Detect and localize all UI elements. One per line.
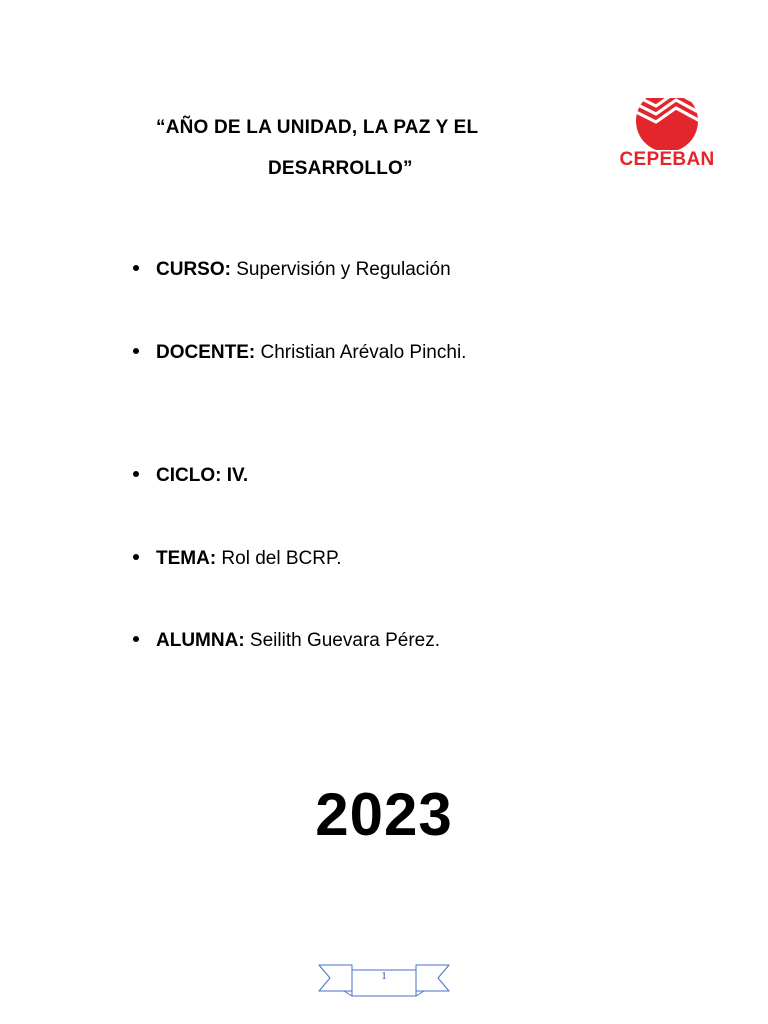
- item-label: DOCENTE:: [156, 342, 256, 363]
- logo-text: CEPEBAN: [619, 149, 715, 170]
- page-number: 1: [381, 970, 387, 982]
- item-value: Supervisión y Regulación: [230, 259, 451, 280]
- cepeban-logo-icon: [614, 94, 720, 150]
- year-heading: 2023: [315, 781, 453, 848]
- item-label: TEMA:: [156, 548, 217, 569]
- item-label: CICLO: IV.: [156, 465, 249, 486]
- bullet-icon: [133, 554, 139, 560]
- list-item-curso: [133, 259, 451, 281]
- list-item-docente: [133, 342, 466, 364]
- item-label: CURSO:: [156, 259, 231, 280]
- bullet-icon: [133, 636, 139, 642]
- bullet-icon: [133, 348, 139, 354]
- item-value: Seilith Guevara Pérez.: [244, 630, 441, 651]
- bullet-icon: [133, 265, 139, 271]
- list-item-tema: [133, 548, 341, 570]
- cepeban-logo: [614, 94, 720, 174]
- item-value: Christian Arévalo Pinchi.: [255, 342, 467, 363]
- title-line-1: “AÑO DE LA UNIDAD, LA PAZ Y EL: [156, 117, 479, 138]
- list-item-alumna: [133, 630, 440, 652]
- list-item-ciclo: [133, 465, 248, 487]
- item-label: ALUMNA:: [156, 630, 245, 651]
- bullet-icon: [133, 471, 139, 477]
- title-line-2: DESARROLLO”: [268, 158, 413, 179]
- item-value: Rol del BCRP.: [216, 548, 342, 569]
- page-number-ribbon: [318, 963, 450, 997]
